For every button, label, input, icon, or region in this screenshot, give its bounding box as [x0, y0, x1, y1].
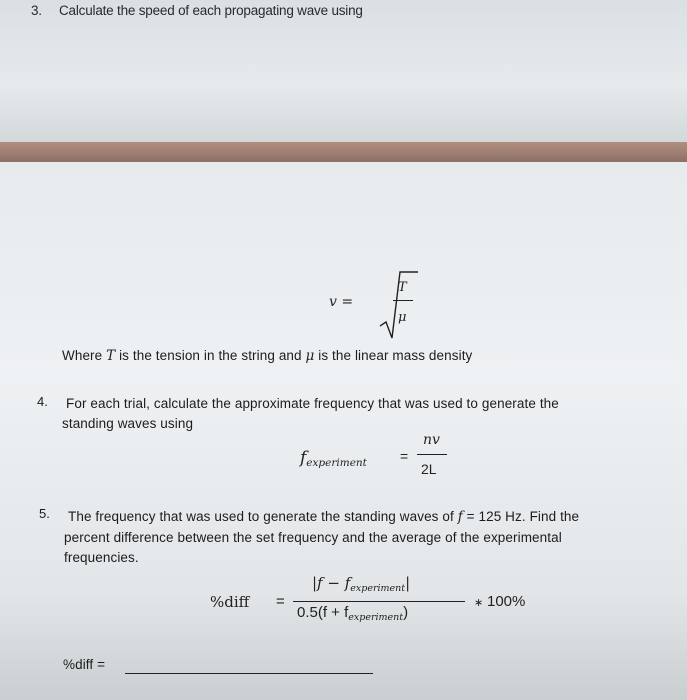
frequency-formula-subscript: experiment	[306, 457, 367, 469]
item4-line2: standing waves using	[62, 416, 194, 431]
where-mu-symbol: μ	[305, 348, 315, 364]
speed-formula-numerator: T	[398, 280, 407, 295]
diff-formula-equals: =	[276, 593, 285, 610]
diff-formula-numerator	[312, 574, 410, 593]
frequency-formula-f: f	[300, 448, 307, 468]
frequency-formula-fraction-bar	[417, 454, 447, 455]
diff-formula-hundred: 100%	[487, 593, 526, 610]
frequency-formula-denominator: 2L	[421, 461, 437, 477]
diff-denominator-close: )	[403, 604, 409, 621]
item4-number: 4.	[37, 394, 48, 409]
diff-formula-times: ∗	[474, 597, 484, 609]
where-tau-symbol: T	[106, 348, 116, 364]
item5-f-symbol: f	[457, 509, 463, 525]
header-number: 3.	[31, 3, 42, 18]
diff-numerator-close: |	[405, 574, 411, 592]
answer-label: %diff =	[63, 657, 106, 672]
answer-blank-line	[125, 673, 373, 674]
speed-formula-lhs: v =	[329, 294, 354, 310]
diff-numerator-subscript: experiment	[350, 583, 406, 594]
item5-line1-tail: = 125 Hz. Find the	[462, 509, 580, 524]
item5-line1	[68, 509, 579, 525]
diff-formula-lhs: %diff	[210, 593, 250, 611]
diff-formula-denominator	[297, 604, 408, 622]
where-text-1: Where	[62, 348, 107, 363]
diff-denominator-main: 0.5(f + f	[297, 604, 349, 621]
item5-line3: frequencies.	[64, 550, 139, 565]
item5-line2: percent difference between the set frequency and the average of the experimental	[64, 530, 562, 545]
where-text-2: is the tension in the string and	[115, 348, 306, 363]
where-line	[62, 348, 472, 364]
header-instruction: Calculate the speed of each propagating wave using	[59, 3, 363, 18]
page-divider-band	[0, 142, 687, 162]
frequency-formula-equals: =	[400, 448, 409, 464]
item5-number: 5.	[39, 506, 50, 521]
where-text-3: is the linear mass density	[314, 348, 473, 363]
speed-formula-denominator: μ	[398, 310, 407, 325]
diff-denominator-subscript: experiment	[348, 612, 404, 623]
speed-formula-fraction-bar	[393, 300, 413, 301]
frequency-formula-numerator: nv	[423, 432, 440, 448]
diff-numerator-main: |f − f	[312, 574, 351, 592]
frequency-formula-lhs	[300, 448, 367, 468]
page-header-region	[0, 0, 687, 142]
item5-line1-text: The frequency that was used to generate the standing waves of	[68, 509, 458, 524]
diff-formula-fraction-bar	[293, 601, 465, 602]
item4-line1: For each trial, calculate the approximate frequency that was used to generate the	[66, 396, 559, 411]
